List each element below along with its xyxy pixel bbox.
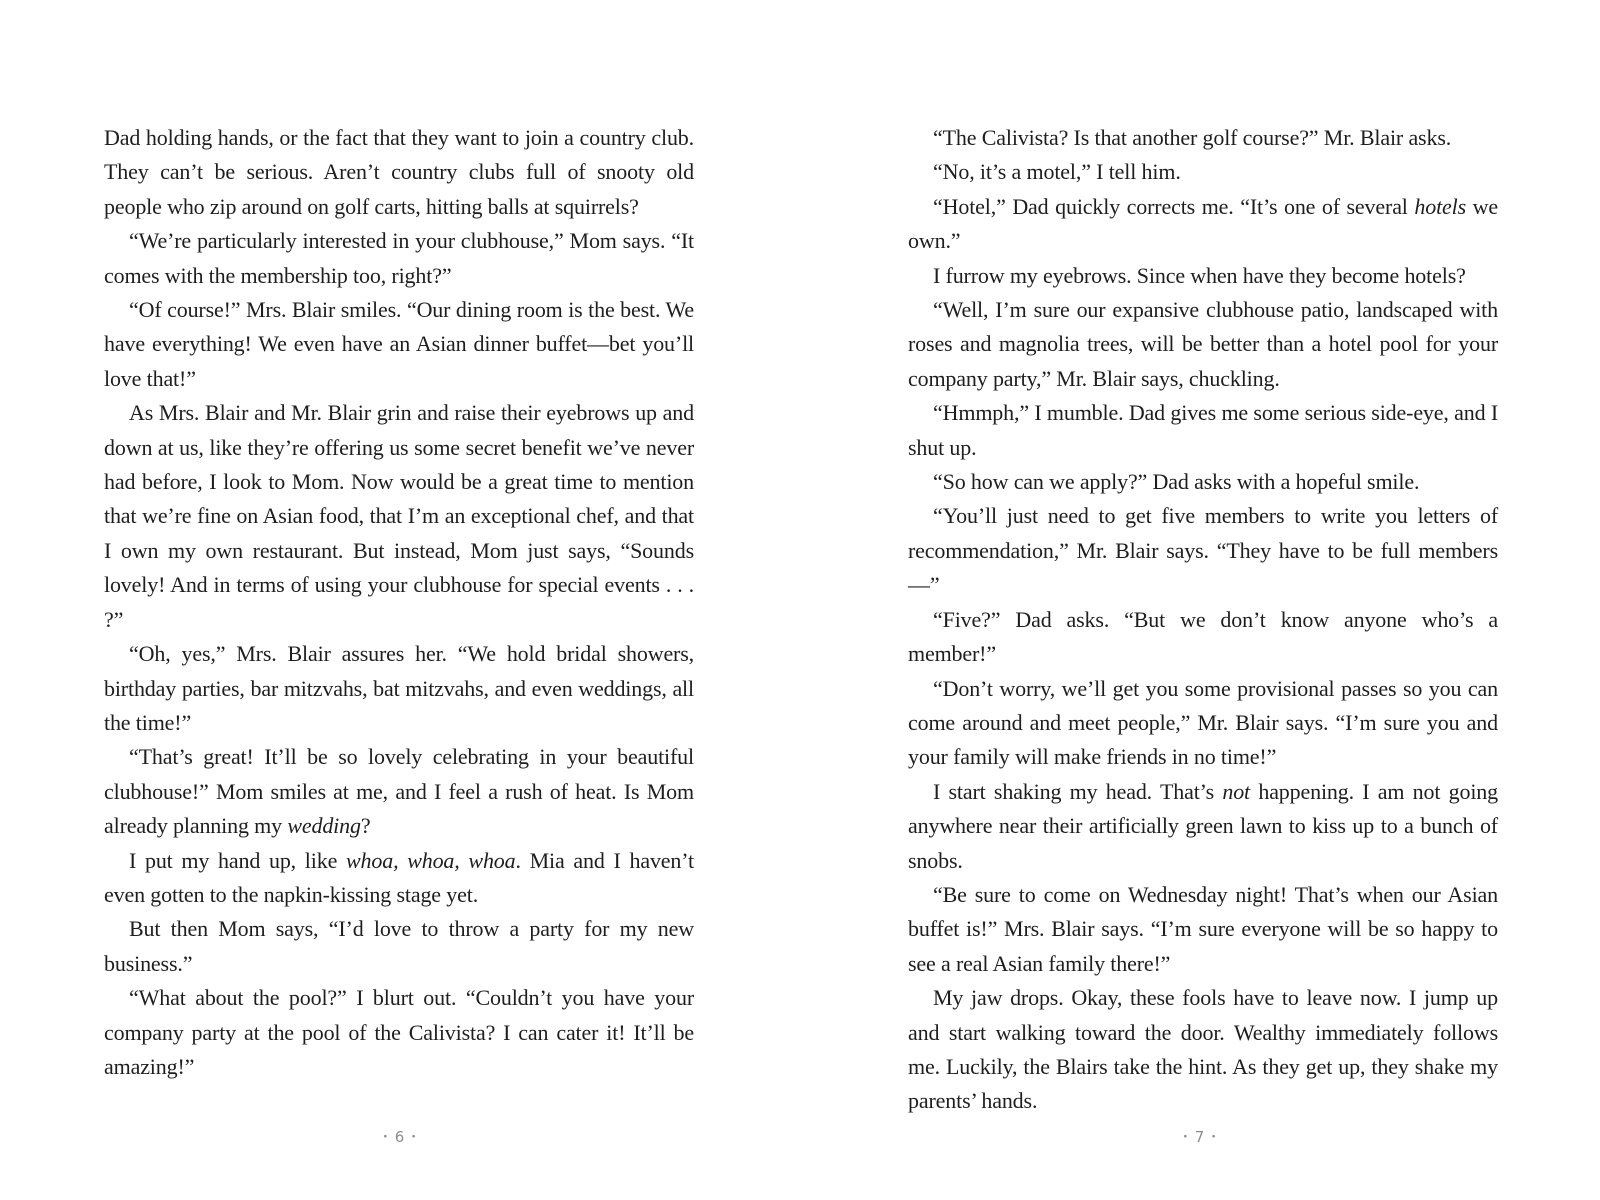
paragraph xyxy=(104,844,694,913)
right-page-text xyxy=(908,121,1498,1119)
paragraph: I furrow my eyebrows. Since when have they become hotels? xyxy=(933,262,1466,288)
paragraph: “What about the pool?” I blurt out. “Couldn’t you have your company party at the pool of the Calivista? I can cater it! It’ll be amazing!” xyxy=(104,985,694,1079)
paragraph: “Five?” Dad asks. “But we don’t know anyone who’s a member!” xyxy=(908,606,1498,667)
paragraph: “You’ll just need to get five members to write you letters of recommendation,” Mr. Blair says. “They have to be full members—” xyxy=(908,503,1498,598)
paragraph: “No, it’s a motel,” I tell him. xyxy=(933,159,1181,185)
paragraph: “Be sure to come on Wednesday night! That’s when our Asian buffet is!” Mrs. Blair says. “I’m sure everyone will be so happy to see a real Asian family there!” xyxy=(908,881,1498,976)
paragraph: “Don’t worry, we’ll get you some provisional passes so you can come around and meet people,” Mr. Blair says. “I’m sure you and your family will make friends in no time!” xyxy=(908,675,1498,770)
page-number xyxy=(350,1128,450,1146)
paragraph: “Of course!” Mrs. Blair smiles. “Our dining room is the best. We have everything! We even have an Asian dinner buffet—bet you’ll love that!” xyxy=(104,297,694,391)
page-number-value: 7 xyxy=(1194,1128,1206,1146)
paragraph-text: happening. I am not going anywhere near their artificially green lawn to kiss up to a bunch of snobs. xyxy=(908,778,1499,873)
paragraph-text: “Hotel,” Dad quickly corrects me. “It’s one of several xyxy=(933,193,1415,219)
paragraph: But then Mom says, “I’d love to throw a party for my new business.” xyxy=(104,916,694,976)
paragraph-text: we own.” xyxy=(908,193,1499,254)
paragraph-text: “That’s great! It’ll be so lovely celebrating in your beautiful clubhouse!” Mom smiles at me, and I feel a rush of heat. Is Mom already planning my xyxy=(104,744,694,839)
paragraph xyxy=(104,740,694,843)
paragraph: Dad holding hands, or the fact that they want to join a country club. They can’t be serious. Aren’t country clubs full of snooty old people who zip around on golf carts, hitting balls at squirrels? xyxy=(104,125,694,219)
paragraph-text: I put my hand up, like xyxy=(129,847,346,873)
paragraph: “We’re particularly interested in your clubhouse,” Mom says. “It comes with the membership too, right?” xyxy=(104,228,694,288)
folio-dot-icon: • xyxy=(1182,1132,1189,1143)
paragraph: “The Calivista? Is that another golf course?” Mr. Blair asks. xyxy=(933,125,1452,150)
paragraph-text: ? xyxy=(360,813,371,839)
paragraph-text: I start shaking my head. That’s xyxy=(933,778,1223,804)
folio-dot-icon: • xyxy=(382,1132,389,1143)
left-page-text xyxy=(104,121,694,1084)
paragraph: “So how can we apply?” Dad asks with a hopeful smile. xyxy=(933,469,1420,495)
paragraph xyxy=(908,190,1498,259)
paragraph: As Mrs. Blair and Mr. Blair grin and raise their eyebrows up and down at us, like they’re offering us some secret benefit we’ve never had before, I look to Mom. Now would be a great time to mention that we’re fine on Asian food, that I’m an exceptional chef, and that I own my own restaurant. But instead, Mom just says, “Sounds lovely! And in terms of using your clubhouse for special events . . . ?” xyxy=(104,400,694,632)
paragraph-emphasis: whoa, whoa, whoa xyxy=(346,847,516,873)
page-number xyxy=(1150,1128,1250,1146)
paragraph-text: . Mia and I haven’t even gotten to the napkin-kissing stage yet. xyxy=(104,847,695,907)
paragraph-emphasis: hotels xyxy=(1414,193,1467,219)
paragraph-emphasis: wedding xyxy=(287,813,361,839)
paragraph-emphasis: not xyxy=(1222,778,1251,804)
folio-dot-icon: • xyxy=(1211,1132,1218,1143)
paragraph: My jaw drops. Okay, these fools have to leave now. I jump up and start walking toward the door. Wealthy immediately follows me. Luckily, the Blairs take the hint. As they get up, they shake my parents’ hands. xyxy=(908,985,1498,1114)
page-number-value: 6 xyxy=(394,1128,406,1146)
right-page xyxy=(800,0,1600,1200)
paragraph xyxy=(908,775,1498,878)
folio-dot-icon: • xyxy=(411,1132,418,1143)
paragraph: “Hmmph,” I mumble. Dad gives me some serious side-eye, and I shut up. xyxy=(908,400,1498,460)
paragraph: “Oh, yes,” Mrs. Blair assures her. “We hold bridal showers, birthday parties, bar mitzvahs, bat mitzvahs, and even weddings, all the time!” xyxy=(104,641,694,735)
paragraph: “Well, I’m sure our expansive clubhouse patio, landscaped with roses and magnolia trees, will be better than a hotel pool for your company party,” Mr. Blair says, chuckling. xyxy=(908,297,1498,391)
